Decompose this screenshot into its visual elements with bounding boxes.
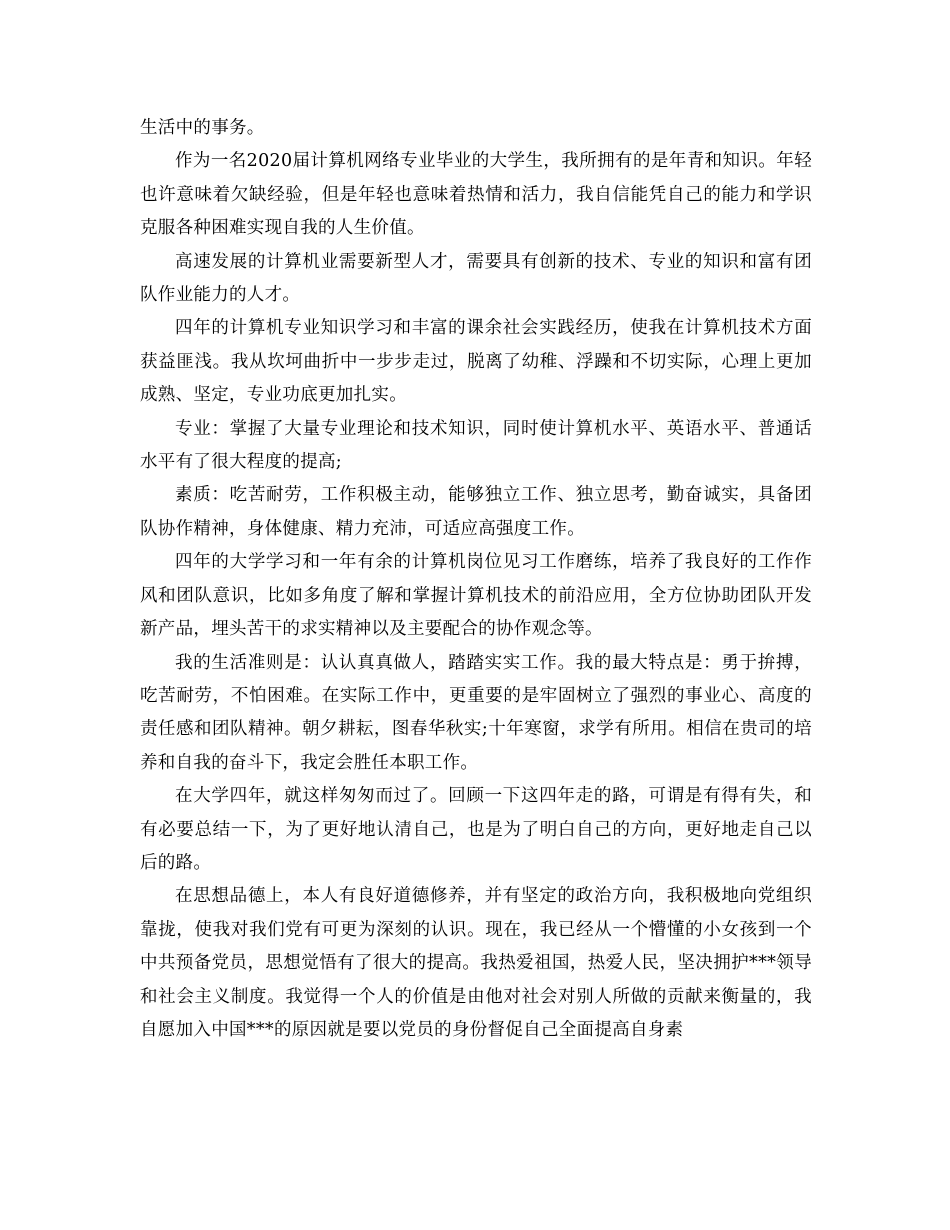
document-body: [140, 112, 812, 1047]
paragraph-2: 作为一名2020届计算机网络专业毕业的大学生，我所拥有的是年青和知识。年轻也许意味着欠缺经验，但是年轻也意味着热情和活力，我自信能凭自己的能力和学识克服各种困难实现自我的人生价值。: [140, 151, 812, 239]
paragraph-6: 素质：吃苦耐劳，工作积极主动，能够独立工作、独立思考，勤奋诚实，具备团队协作精神，身体健康、精力充沛，可适应高强度工作。: [140, 485, 812, 539]
paragraph-7: 四年的大学学习和一年有余的计算机岗位见习工作磨练，培养了我良好的工作作风和团队意识，比如多角度了解和掌握计算机技术的前沿应用，全方位协助团队开发新产品，埋头苦干的求实精神以及主要配合的协作观念等。: [140, 552, 812, 640]
paragraph-1: 生活中的事务。: [140, 118, 265, 138]
paragraph-8: 我的生活准则是：认认真真做人，踏踏实实工作。我的最大特点是：勇于拚搏，吃苦耐劳，不怕困难。在实际工作中，更重要的是牢固树立了强烈的事业心、高度的责任感和团队精神。朝夕耕耘，图春华秋实;十年寒窗，求学有所用。相信在贵司的培养和自我的奋斗下，我定会胜任本职工作。: [140, 652, 812, 773]
paragraph-10: 在思想品德上，本人有良好道德修养，并有坚定的政治方向，我积极地向党组织靠拢，使我对我们党有可更为深刻的认识。现在，我已经从一个懵懂的小女孩到一个中共预备党员，思想觉悟有了很大的提高。我热爱祖国，热爱人民，坚决拥护***领导和社会主义制度。我觉得一个人的价值是由他对社会对别人所做的贡献来衡量的，我自愿加入中国***的原因就是要以党员的身份督促自己全面提高自身素: [140, 886, 812, 1040]
paragraph-4: 四年的计算机专业知识学习和丰富的课余社会实践经历，使我在计算机技术方面获益匪浅。我从坎坷曲折中一步步走过，脱离了幼稚、浮躁和不切实际，心理上更加成熟、坚定，专业功底更加扎实。: [140, 318, 812, 406]
paragraph-9: 在大学四年，就这样匆匆而过了。回顾一下这四年走的路，可谓是有得有失，和有必要总结一下，为了更好地认清自己，也是为了明白自己的方向，更好地走自己以后的路。: [140, 786, 812, 873]
paragraph-3: 高速发展的计算机业需要新型人才，需要具有创新的技术、专业的知识和富有团队作业能力的人才。: [140, 251, 812, 306]
paragraph-5: 专业：掌握了大量专业理论和技术知识，同时使计算机水平、英语水平、普通话水平有了很大程度的提高;: [140, 418, 812, 473]
